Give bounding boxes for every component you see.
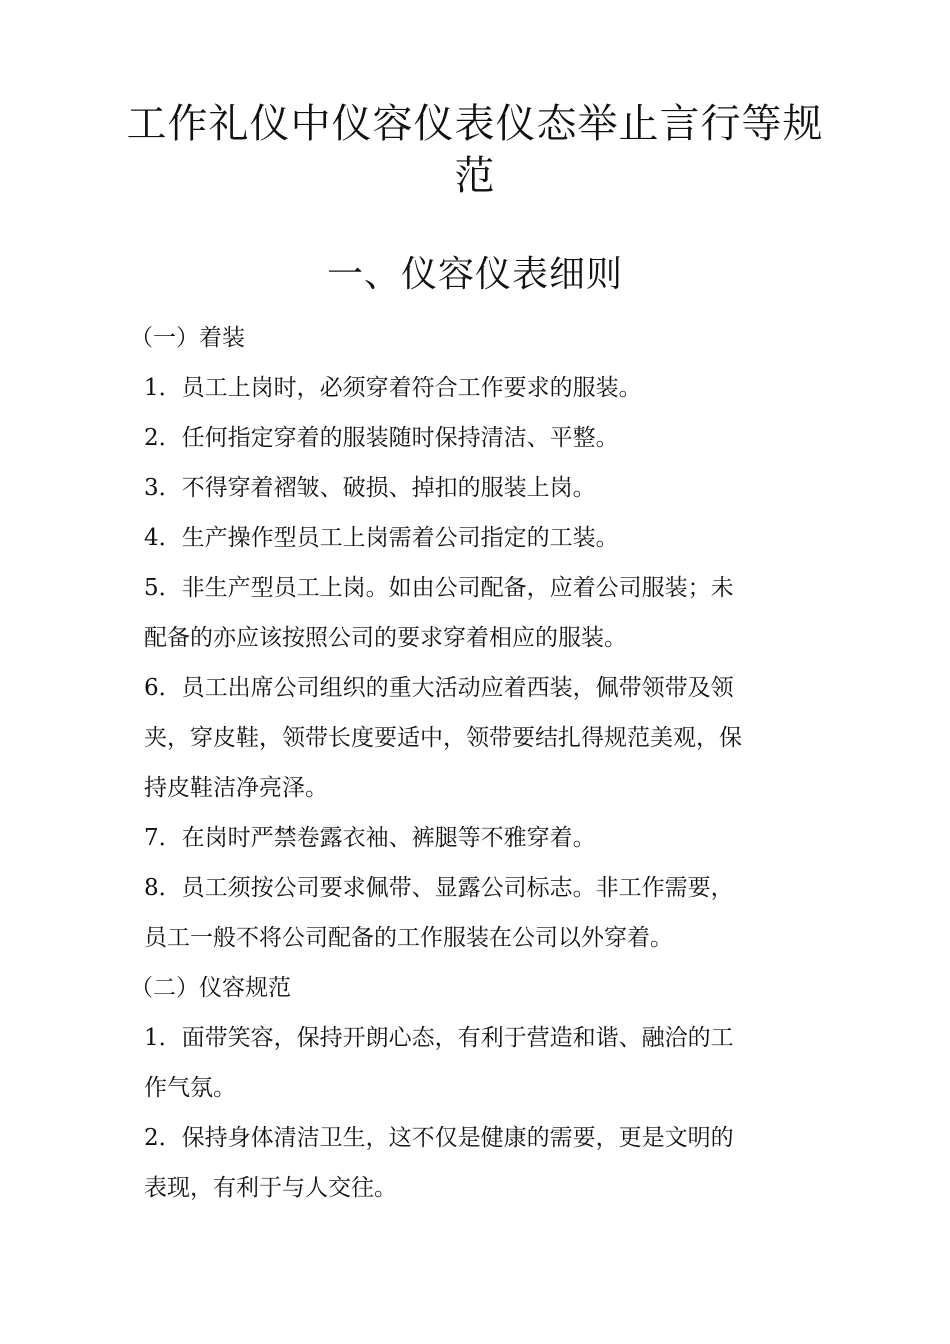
title-line-1: 工作礼仪中仪容仪表仪态举止言行等规 xyxy=(126,101,824,147)
list-item xyxy=(144,1113,824,1213)
list-item xyxy=(144,363,824,413)
title-line-2: 范 xyxy=(454,153,496,199)
list-item-line: 1．员工上岗时，必须穿着符合工作要求的服装。 xyxy=(144,375,642,401)
list-item-line: 配备的亦应该按照公司的要求穿着相应的服装。 xyxy=(144,625,627,651)
list-item-line: 1．面带笑容，保持开朗心态，有利于营造和谐、融洽的工 xyxy=(144,1025,734,1051)
list-item-line: 持皮鞋洁净亮泽。 xyxy=(144,775,328,801)
list-item-line: 5．非生产型员工上岗。如由公司配备，应着公司服装；未 xyxy=(144,575,734,601)
list-item-line: 8．员工须按公司要求佩带、显露公司标志。非工作需要， xyxy=(144,875,734,901)
list-item xyxy=(144,663,824,813)
list-item xyxy=(144,413,824,463)
list-item-line: 4．生产操作型员工上岗需着公司指定的工装。 xyxy=(144,525,619,551)
list-item xyxy=(144,513,824,563)
list-item xyxy=(144,1013,824,1113)
list-item-line: 2．保持身体清洁卫生，这不仅是健康的需要，更是文明的 xyxy=(144,1125,734,1151)
subsection-heading-dress: （一）着装 xyxy=(130,325,245,351)
list-item-line: 作气氛。 xyxy=(144,1075,236,1101)
document-body xyxy=(130,313,824,1213)
document-title xyxy=(120,98,830,202)
list-item xyxy=(144,863,824,963)
subsection-heading-appearance: （二）仪容规范 xyxy=(130,975,291,1001)
list-item xyxy=(144,813,824,863)
list-item-line: 夹，穿皮鞋，领带长度要适中，领带要结扎得规范美观，保 xyxy=(144,725,742,751)
list-item-line: 7．在岗时严禁卷露衣袖、裤腿等不雅穿着。 xyxy=(144,825,596,851)
list-item-line: 员工一般不将公司配备的工作服装在公司以外穿着。 xyxy=(144,925,673,951)
list-item-line: 表现，有利于与人交往。 xyxy=(144,1175,397,1201)
list-item-line: 2．任何指定穿着的服装随时保持清洁、平整。 xyxy=(144,425,619,451)
list-item xyxy=(144,463,824,513)
list-item-line: 6．员工出席公司组织的重大活动应着西装，佩带领带及领 xyxy=(144,675,734,701)
list-item xyxy=(144,563,824,663)
section-heading: 一、仪容仪表细则 xyxy=(326,254,623,295)
list-item-line: 3．不得穿着褶皱、破损、掉扣的服装上岗。 xyxy=(144,475,596,501)
